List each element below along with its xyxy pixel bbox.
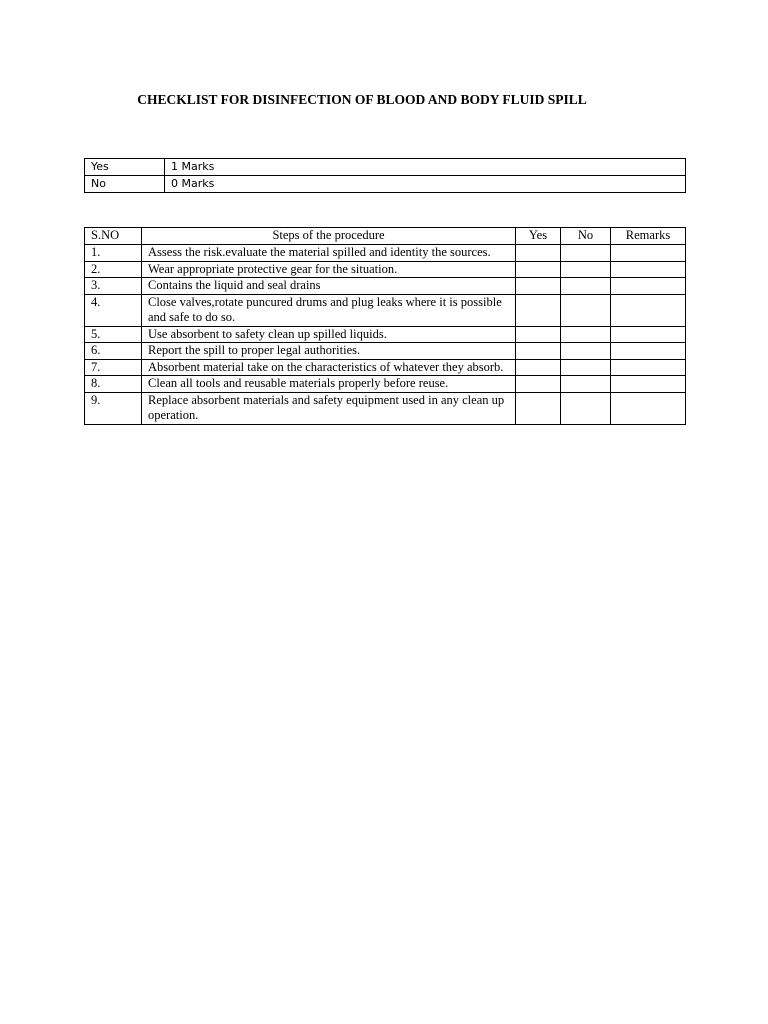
yes-cell[interactable] [516,359,561,376]
table-row [85,359,686,376]
marks-label: Yes [85,159,165,176]
column-header-no: No [561,228,611,245]
remarks-cell[interactable] [611,326,686,343]
yes-cell[interactable] [516,392,561,424]
step-text: Contains the liquid and seal drains [142,278,516,295]
column-header-step: Steps of the procedure [142,228,516,245]
column-header-yes: Yes [516,228,561,245]
step-number: 4. [85,294,142,326]
table-row [85,176,686,193]
no-cell[interactable] [561,261,611,278]
yes-cell[interactable] [516,376,561,393]
marks-legend-table [84,158,686,193]
step-text: Report the spill to proper legal authorities. [142,343,516,360]
step-text: Replace absorbent materials and safety equipment used in any clean up operation. [142,392,516,424]
step-text: Close valves,rotate puncured drums and plug leaks where it is possible and safe to do so. [142,294,516,326]
yes-cell[interactable] [516,245,561,262]
remarks-cell[interactable] [611,376,686,393]
step-number: 7. [85,359,142,376]
no-cell[interactable] [561,359,611,376]
table-header-row [85,228,686,245]
table-row [85,326,686,343]
table-row [85,376,686,393]
yes-cell[interactable] [516,261,561,278]
remarks-cell[interactable] [611,294,686,326]
table-row [85,261,686,278]
table-row [85,245,686,262]
step-number: 9. [85,392,142,424]
step-text: Clean all tools and reusable materials properly before reuse. [142,376,516,393]
step-number: 6. [85,343,142,360]
remarks-cell[interactable] [611,359,686,376]
remarks-cell[interactable] [611,343,686,360]
table-row [85,392,686,424]
no-cell[interactable] [561,376,611,393]
table-row [85,278,686,295]
remarks-cell[interactable] [611,245,686,262]
no-cell[interactable] [561,278,611,295]
step-text: Absorbent material take on the characteristics of whatever they absorb. [142,359,516,376]
yes-cell[interactable] [516,326,561,343]
yes-cell[interactable] [516,343,561,360]
step-number: 1. [85,245,142,262]
yes-cell[interactable] [516,294,561,326]
no-cell[interactable] [561,245,611,262]
remarks-cell[interactable] [611,261,686,278]
table-row [85,343,686,360]
step-number: 5. [85,326,142,343]
remarks-cell[interactable] [611,278,686,295]
marks-value: 1 Marks [165,159,686,176]
step-number: 2. [85,261,142,278]
page-title: CHECKLIST FOR DISINFECTION OF BLOOD AND BODY FLUID SPILL [137,92,587,107]
marks-label: No [85,176,165,193]
column-header-remarks: Remarks [611,228,686,245]
no-cell[interactable] [561,294,611,326]
remarks-cell[interactable] [611,392,686,424]
yes-cell[interactable] [516,278,561,295]
step-number: 8. [85,376,142,393]
step-text: Assess the risk.evaluate the material spilled and identity the sources. [142,245,516,262]
table-row [85,159,686,176]
step-text: Wear appropriate protective gear for the situation. [142,261,516,278]
step-text: Use absorbent to safety clean up spilled liquids. [142,326,516,343]
table-row [85,294,686,326]
marks-value: 0 Marks [165,176,686,193]
column-header-sno: S.NO [85,228,142,245]
step-number: 3. [85,278,142,295]
procedure-steps-table [84,227,686,425]
no-cell[interactable] [561,392,611,424]
no-cell[interactable] [561,326,611,343]
no-cell[interactable] [561,343,611,360]
